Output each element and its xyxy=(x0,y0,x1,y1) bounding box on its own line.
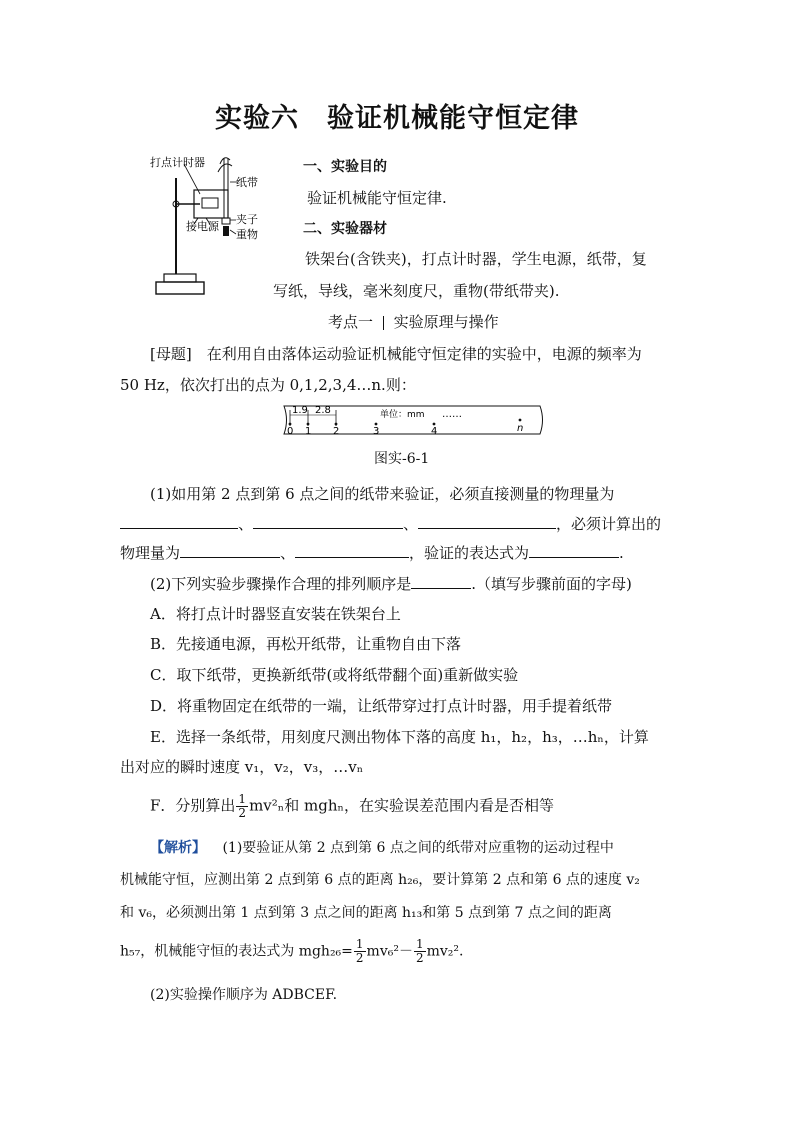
topic-divider xyxy=(383,316,384,330)
label-clip: 夹子 xyxy=(236,213,258,226)
section-purpose-content: 验证机械能守恒定律. xyxy=(307,189,447,207)
tape-unit: 单位：mm xyxy=(380,410,425,420)
q1-line-3: 物理量为 、 ，验证的表达式为 . xyxy=(120,544,624,562)
step-d: D．将重物固定在纸带的一端，让纸带穿过打点计时器，用手提着纸带 xyxy=(150,697,613,715)
answer-blank-7[interactable] xyxy=(411,573,471,589)
answer-blank-5[interactable] xyxy=(295,542,409,558)
label-tape: 纸带 xyxy=(236,176,258,189)
topic-label: 考点一 xyxy=(328,313,374,331)
section-equipment-heading: 二、实验器材 xyxy=(303,221,387,237)
tape-point-3: 3 xyxy=(373,426,380,437)
step-e-line-1: E．选择一条纸带，用刻度尺测出物体下落的高度 h₁，h₂，h₃，…hₙ，计算 xyxy=(150,728,649,746)
q2-line: (2)下列实验步骤操作合理的排列顺序是 .（填写步骤前面的字母) xyxy=(150,575,632,593)
tape-point-0: 0 xyxy=(287,426,294,437)
problem-line-2: 50 Hz，依次打出的点为 0,1,2,3,4…n.则： xyxy=(120,376,416,394)
analysis-line-1: 【解析】 (1)要验证从第 2 点到第 6 点之间的纸带对应重物的运动过程中 xyxy=(150,840,614,856)
topic-title: 实验原理与操作 xyxy=(393,313,499,331)
tape-point-1: 1 xyxy=(305,426,312,437)
analysis-line-2: 机械能守恒，应测出第 2 点到第 6 点的距离 h₂₆，要计算第 2 点和第 6 点的速度 v₂ xyxy=(120,872,640,888)
analysis-line-5: (2)实验操作顺序为 ADBCEF. xyxy=(150,987,338,1003)
step-b: B．先接通电源，再松开纸带，让重物自由下落 xyxy=(150,635,462,653)
tape-caption: 图实-6-1 xyxy=(374,451,430,467)
analysis-line-4: h₅₇，机械能守恒的表达式为 mgh₂₆= $\frac{1}{2}$ mv₆²－ $\frac{1}{2}$ mv₂². xyxy=(120,937,464,965)
label-weight: 重物 xyxy=(236,228,258,241)
step-c: C．取下纸带，更换新纸带(或将纸带翻个面)重新做实验 xyxy=(150,666,519,684)
tape-diagram xyxy=(282,400,547,440)
answer-blank-4[interactable] xyxy=(180,542,280,558)
q1-line-2: 、 、 ，必须计算出的 xyxy=(120,513,661,534)
step-f: F．分别算出 $\frac{1}{2}$ mv²ₙ和 mghₙ，在实验误差范围内看是否相等 xyxy=(150,792,555,820)
section-purpose-heading: 一、实验目的 xyxy=(303,159,387,175)
tape-ellipsis: …… xyxy=(442,409,462,420)
analysis-line-3: 和 v₆，必须测出第 1 点到第 3 点之间的距离 h₁₃和第 5 点到第 7 点之间的距离 xyxy=(120,905,612,921)
equipment-line-1: 铁架台(含铁夹)，打点计时器，学生电源，纸带，复 xyxy=(305,250,647,268)
tape-point-2: 2 xyxy=(333,426,340,437)
apparatus-diagram xyxy=(150,150,310,300)
tape-point-4: 4 xyxy=(431,426,438,437)
answer-blank-2[interactable] xyxy=(253,513,403,529)
step-e-line-2: 出对应的瞬时速度 v₁，v₂，v₃，…vₙ xyxy=(120,758,364,776)
step-a: A．将打点计时器竖直安装在铁架台上 xyxy=(150,605,401,623)
tape-point-n: n xyxy=(517,423,524,434)
topic-header xyxy=(328,312,499,332)
analysis-tag: 【解析】 xyxy=(150,840,206,856)
fraction-half-2: $\frac{1}{2}$ xyxy=(415,937,424,965)
equipment-line-2: 写纸，导线，毫米刻度尺，重物(带纸带夹). xyxy=(273,282,560,300)
tape-d12: 2.8 xyxy=(315,405,331,416)
answer-blank-1[interactable] xyxy=(120,513,238,529)
answer-blank-6[interactable] xyxy=(529,542,619,558)
fraction-half: $\frac{1}{2}$ xyxy=(238,792,247,820)
tape-d01: 1.9 xyxy=(292,405,308,416)
page-title: 实验六 验证机械能守恒定律 xyxy=(215,103,579,134)
fraction-half-1: $\frac{1}{2}$ xyxy=(355,937,364,965)
label-power: 接电源 xyxy=(186,220,219,233)
label-timer: 打点计时器 xyxy=(150,156,205,169)
answer-blank-3[interactable] xyxy=(418,513,556,529)
problem-line-1: [母题] 在利用自由落体运动验证机械能守恒定律的实验中，电源的频率为 xyxy=(150,345,642,363)
q1-line-1: (1)如用第 2 点到第 6 点之间的纸带来验证，必须直接测量的物理量为 xyxy=(150,485,615,503)
